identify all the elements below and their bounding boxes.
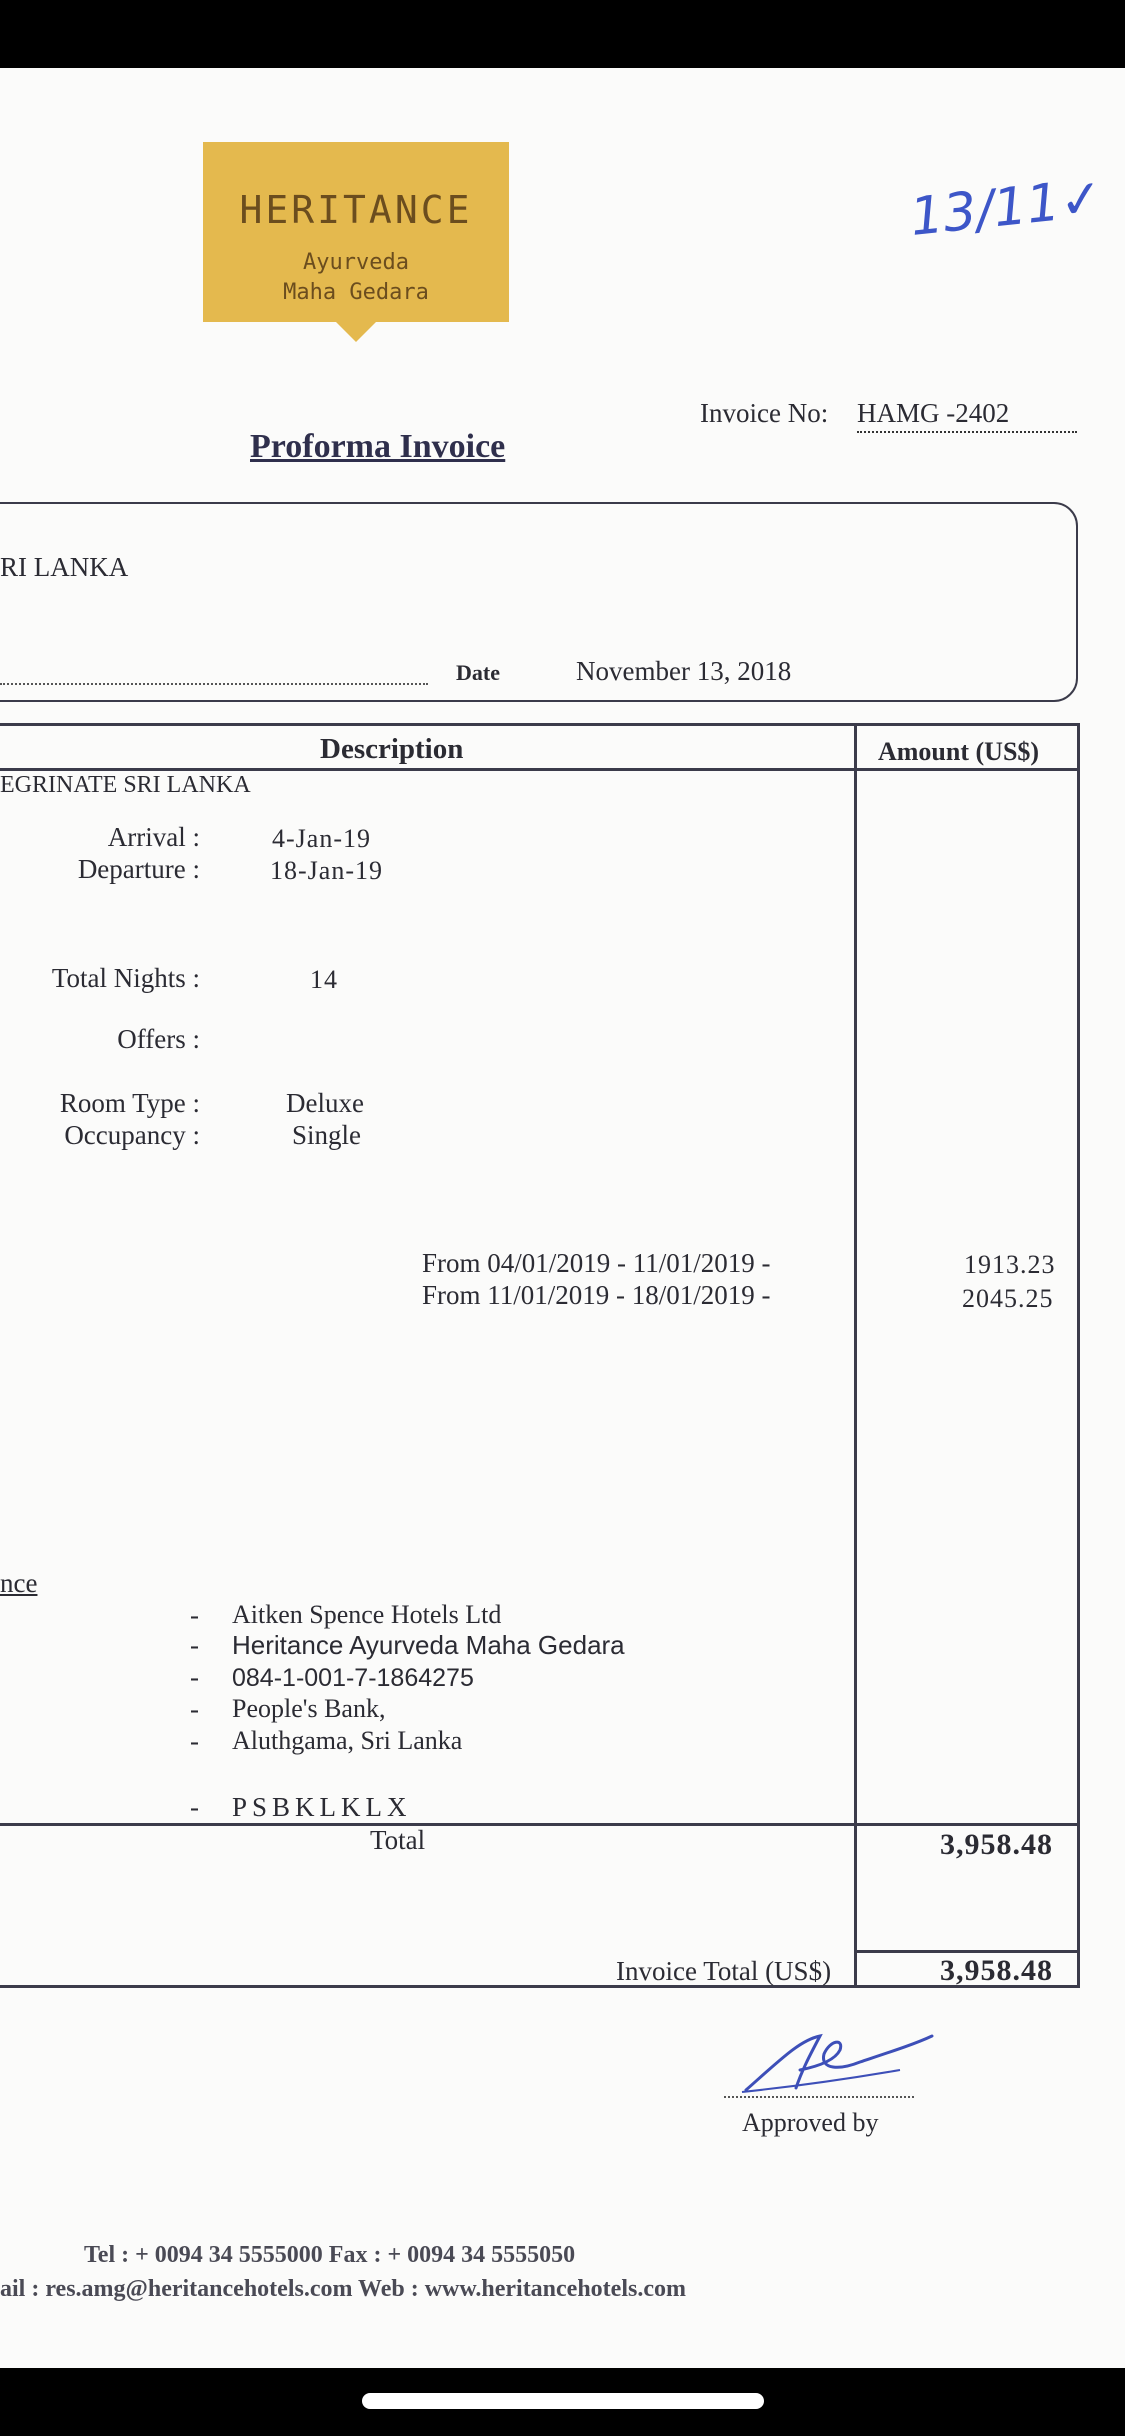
room-type-value: Deluxe bbox=[286, 1088, 364, 1118]
total-nights-label: Total Nights : bbox=[51, 963, 200, 993]
charge-period-1: From 04/01/2019 - 11/01/2019 - bbox=[422, 1248, 771, 1278]
footer-contact-line-2: ail : res.amg@heritancehotels.com Web : www.heritancehotels.com bbox=[0, 2276, 686, 2302]
heritance-logo bbox=[203, 142, 509, 322]
invoice-total-value: 3,958.48 bbox=[940, 1954, 1053, 1987]
bank-hotel-name: Heritance Ayurveda Maha Gedara bbox=[232, 1630, 625, 1660]
departure-value: 18-Jan-19 bbox=[270, 856, 383, 885]
top-black-bar bbox=[0, 0, 1125, 68]
occupancy-label: Occupancy : bbox=[64, 1120, 200, 1150]
home-indicator[interactable] bbox=[362, 2393, 764, 2409]
departure-label: Departure : bbox=[77, 854, 200, 884]
bank-branch: Aluthgama, Sri Lanka bbox=[232, 1726, 463, 1755]
bank-dash-2: - bbox=[190, 1630, 199, 1660]
date-value: November 13, 2018 bbox=[576, 656, 792, 686]
offers-label: Offers : bbox=[117, 1024, 200, 1054]
total-value: 3,958.48 bbox=[940, 1828, 1053, 1861]
approval-signature bbox=[740, 2030, 940, 2100]
bank-account-name: Aitken Spence Hotels Ltd bbox=[232, 1600, 502, 1629]
address-dotted-line bbox=[0, 683, 428, 685]
amount-column-rule bbox=[854, 723, 857, 1988]
total-nights-value: 14 bbox=[310, 965, 338, 994]
approval-dotted-line bbox=[724, 2096, 914, 2098]
address-country: RI LANKA bbox=[0, 552, 129, 582]
bank-heading: nce bbox=[0, 1568, 38, 1598]
bank-name: People's Bank, bbox=[232, 1694, 386, 1723]
bank-dash-5: - bbox=[190, 1726, 199, 1756]
invoice-no-label: Invoice No: bbox=[700, 398, 829, 428]
guest-name: EGRINATE SRI LANKA bbox=[0, 772, 251, 798]
bank-dash-3: - bbox=[190, 1662, 199, 1692]
room-type-label: Room Type : bbox=[59, 1088, 200, 1118]
charge-period-2: From 11/01/2019 - 18/01/2019 - bbox=[422, 1280, 771, 1310]
bank-dash-6: - bbox=[190, 1792, 199, 1822]
amount-header: Amount (US$) bbox=[878, 737, 1040, 766]
handwritten-note: 13/11✓ bbox=[907, 168, 1107, 248]
charge-amount-2: 2045.25 bbox=[962, 1284, 1054, 1313]
total-rule bbox=[0, 1823, 1080, 1826]
charge-amount-1: 1913.23 bbox=[964, 1250, 1056, 1279]
invoice-table bbox=[0, 723, 1080, 1988]
total-label: Total bbox=[370, 1825, 426, 1855]
logo-line-1: Ayurveda bbox=[303, 250, 409, 275]
table-header-rule bbox=[0, 768, 1080, 771]
bank-dash-1: - bbox=[190, 1600, 199, 1630]
approved-by-label: Approved by bbox=[742, 2108, 879, 2137]
logo-brand: HERITANCE bbox=[239, 188, 473, 232]
invoice-total-label: Invoice Total (US$) bbox=[616, 1956, 832, 1986]
bank-dash-4: - bbox=[190, 1694, 199, 1724]
logo-notch bbox=[334, 320, 378, 342]
invoice-total-rule bbox=[854, 1950, 1080, 1953]
footer-contact-line-1: Tel : + 0094 34 5555000 Fax : + 0094 34 5555050 bbox=[84, 2242, 576, 2268]
arrival-value: 4-Jan-19 bbox=[272, 824, 371, 853]
invoice-no-value: HAMG -2402 bbox=[857, 398, 1077, 433]
bank-account-number: 084-1-001-7-1864275 bbox=[232, 1664, 474, 1692]
address-box bbox=[0, 502, 1078, 702]
arrival-label: Arrival : bbox=[107, 822, 200, 852]
date-label: Date bbox=[456, 660, 500, 685]
description-header: Description bbox=[320, 733, 464, 765]
page-title: Proforma Invoice bbox=[250, 428, 506, 465]
occupancy-value: Single bbox=[292, 1120, 362, 1150]
logo-line-2: Maha Gedara bbox=[283, 280, 429, 305]
bank-swift: PSBKLKLX bbox=[232, 1792, 412, 1822]
